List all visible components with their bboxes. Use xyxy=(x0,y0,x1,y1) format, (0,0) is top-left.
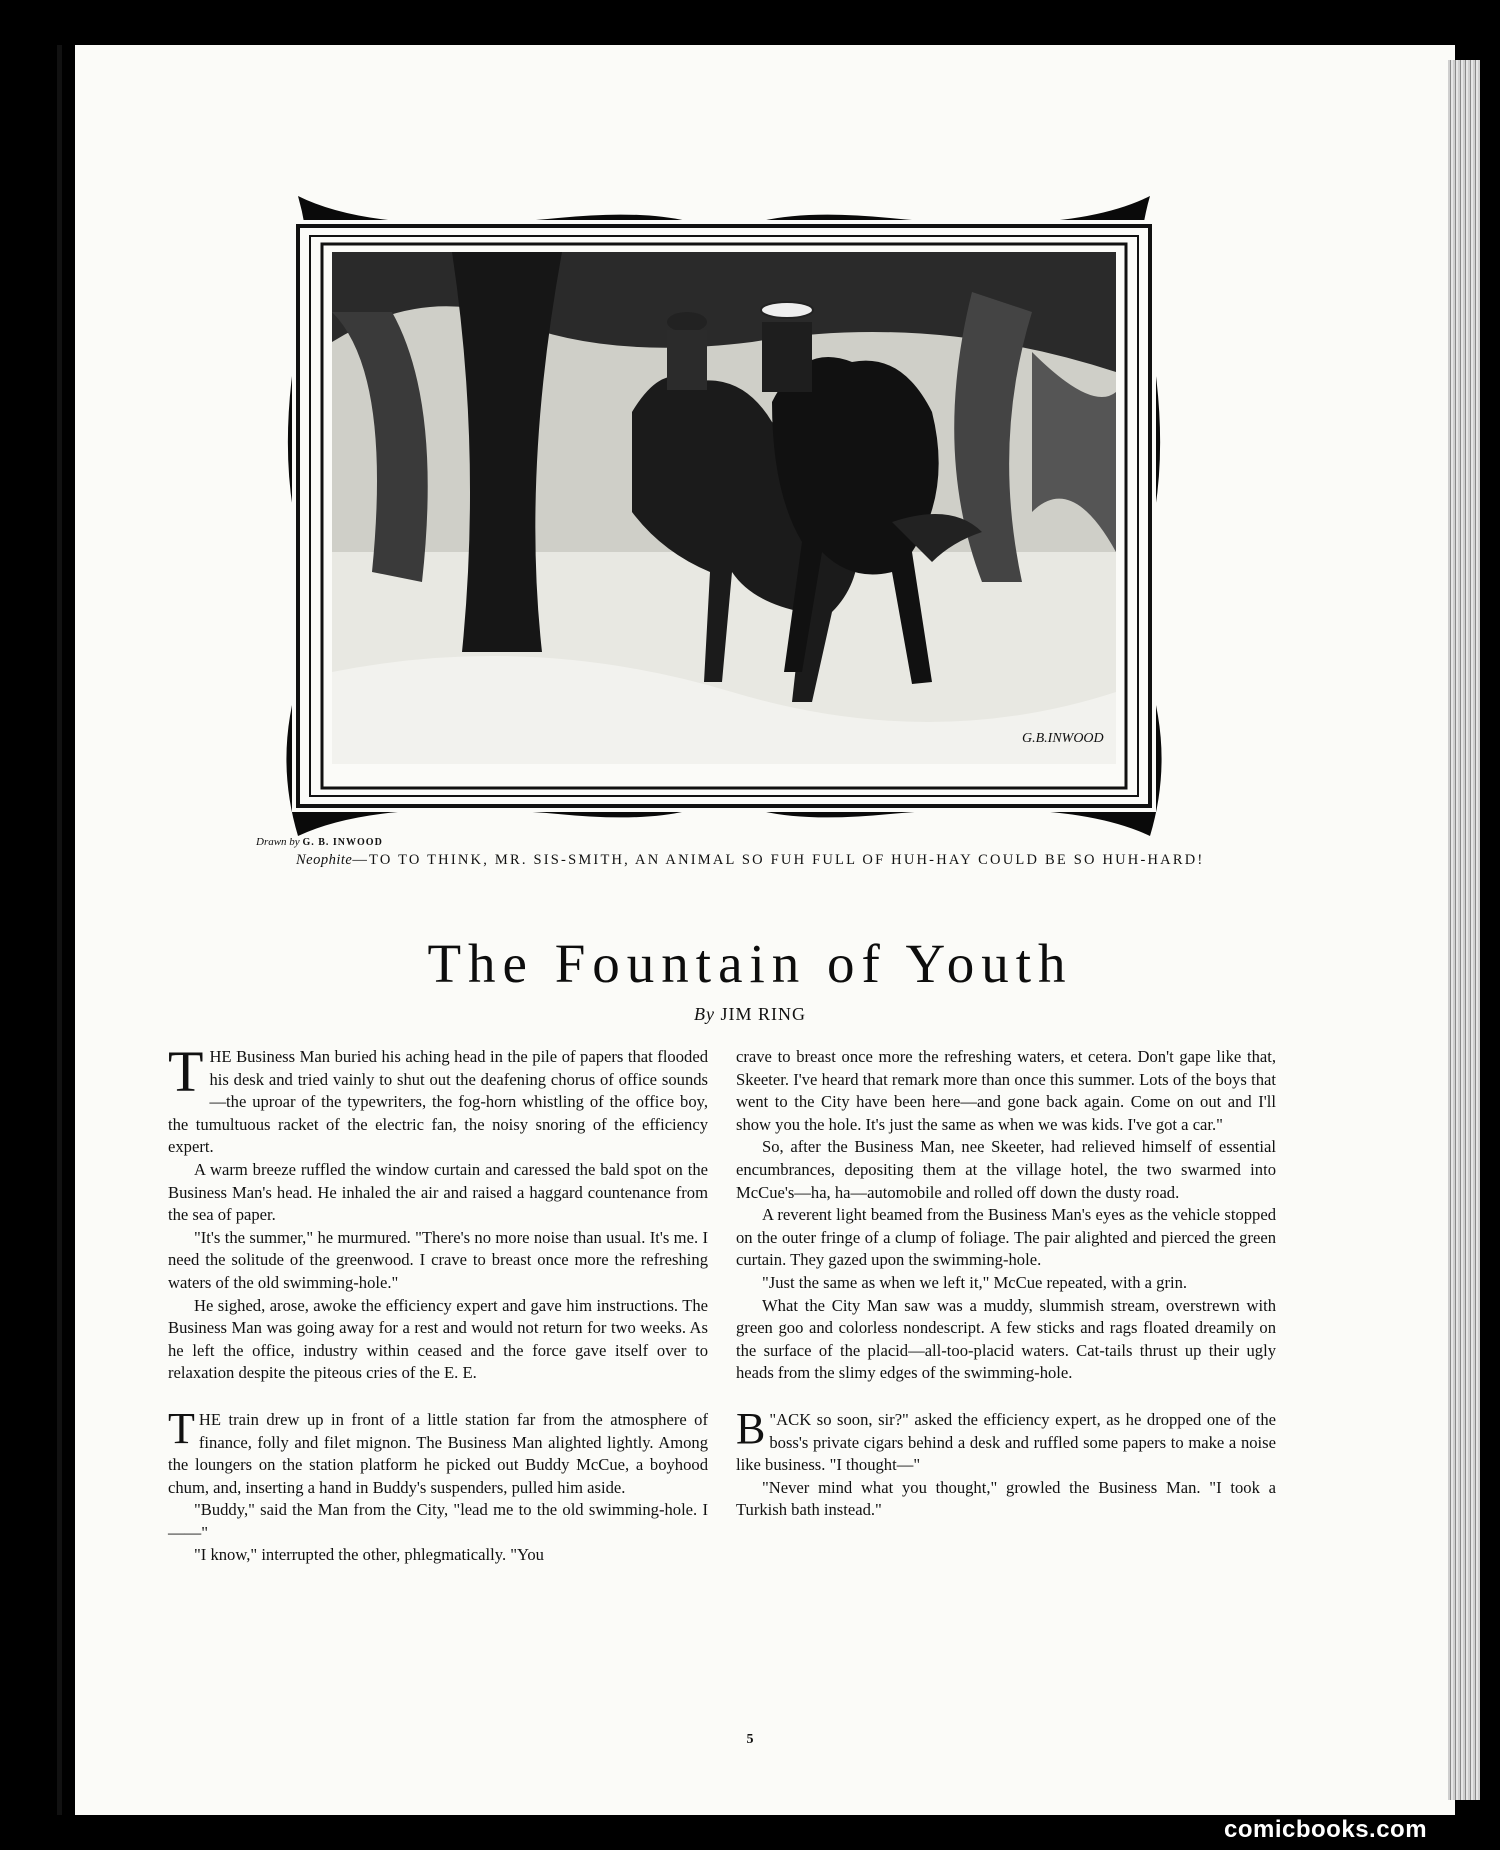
drop-cap: B xyxy=(736,1403,766,1453)
paragraph: A reverent light beamed from the Business Man's eyes as the vehicle stopped on the outer fringe of a clump of foliage. The pair alighted and pierced the green curtain. They gazed upon the swimming-hole. xyxy=(736,1205,1276,1270)
forest-riders-scene xyxy=(332,252,1116,764)
site-watermark: comicbooks.com xyxy=(1224,1816,1428,1843)
paragraph: He sighed, arose, awoke the efficiency expert and gave him instructions. The Business Man was going away for a rest and would not return for two weeks. As he left the office, industry within ceased and the force gave itself over to relaxation despite the piteous cries of the E. E. xyxy=(168,1295,708,1383)
artist-signature: G.B.INWOOD xyxy=(1022,731,1104,746)
paragraph: "It's the summer," he murmured. "There's no more noise than usual. It's me. I need the solitude of the greenwood. I crave to breast once more the refreshing waters of the old swimming-hole." xyxy=(168,1227,708,1292)
paragraph: crave to breast once more the refreshing waters, et cetera. Don't gape like that, Skeeter. I've heard that remark more than once this summer. Lots of the boys that went to the City have been here—and gone back again. Come on out and I'll show you the hole. It's just the same as when we was kids. I've got a car." xyxy=(736,1047,1276,1134)
paragraph: What the City Man saw was a muddy, slummish stream, overstrewn with green goo and colorless nondescript. A few sticks and rags floated dreamily on the surface of the placid—all-too-placid waters. Cat-tails thrust up their ugly heads from the slimy edges of the swimming-hole. xyxy=(736,1295,1276,1383)
paragraph: "Just the same as when we left it," McCue repeated, with a grin. xyxy=(762,1272,1188,1292)
paragraph: THE train drew up in front of a little station far from the atmosphere of finance, folly and filet mignon. The Business Man alighted lightly. Among the loungers on the station platform he picked out Buddy McCue, a boyhood chum, and, inserting a hand in Buddy's suspenders, pulled him aside. xyxy=(168,1403,708,1497)
byline-by: By xyxy=(694,1004,715,1024)
illustration xyxy=(258,196,1190,836)
paragraph: A warm breeze ruffled the window curtain and caressed the bald spot on the Business Man's head. He inhaled the air and raised a haggard countenance from the sea of paper. xyxy=(168,1159,708,1225)
paragraph: "Buddy," said the Man from the City, "lead me to the old swimming-hole. I——" xyxy=(168,1500,708,1542)
byline xyxy=(0,1004,1500,1025)
byline-author: JIM RING xyxy=(720,1004,806,1024)
paragraph: " B ACK so soon, sir?" asked the efficiency expert, as he dropped one of the boss's private cigars behind a desk and ruffled some papers to make a noise like business. "I thought—" xyxy=(736,1403,1276,1475)
page-edges xyxy=(1448,60,1480,1800)
book-spine xyxy=(57,45,62,1815)
credit-name: G. B. INWOOD xyxy=(302,837,383,848)
paragraph: So, after the Business Man, nee Skeeter, had relieved himself of essential encumbrances, depositing them at the village hotel, the two swarmed into McCue's—ha, ha—automobile and rolled off down the dusty road. xyxy=(736,1137,1276,1202)
paragraph: "I know," interrupted the other, phlegmatically. "You xyxy=(194,1545,544,1565)
paragraph: "Never mind what you thought," growled the Business Man. "I took a Turkish bath instead." xyxy=(736,1477,1276,1520)
caption-text: —TO TO THINK, MR. SIS-SMITH, AN ANIMAL SO FUH FULL OF HUH-HAY COULD BE SO HUH-HARD! xyxy=(352,852,1205,868)
page-number: 5 xyxy=(746,1732,754,1747)
credit-prefix: Drawn by xyxy=(256,836,300,848)
paragraph: THE Business Man buried his aching head in the pile of papers that flooded his desk and tried vainly to shut out the deafening chorus of office sounds—the uproar of the typewriters, the fog-horn whistling of the office boy, the tumultuous racket of the electric fan, the noisy snoring of the efficiency expert. xyxy=(168,1039,708,1157)
drop-cap: T xyxy=(168,1039,204,1104)
drop-cap: T xyxy=(168,1403,195,1453)
text-column-left xyxy=(168,1039,708,1567)
illustration-credit xyxy=(256,836,383,848)
caption-speaker: Neophite xyxy=(296,852,353,868)
illustration-caption xyxy=(296,852,1205,869)
article-title: The Fountain of Youth xyxy=(427,933,1073,994)
text-column-right xyxy=(736,1046,1276,1522)
